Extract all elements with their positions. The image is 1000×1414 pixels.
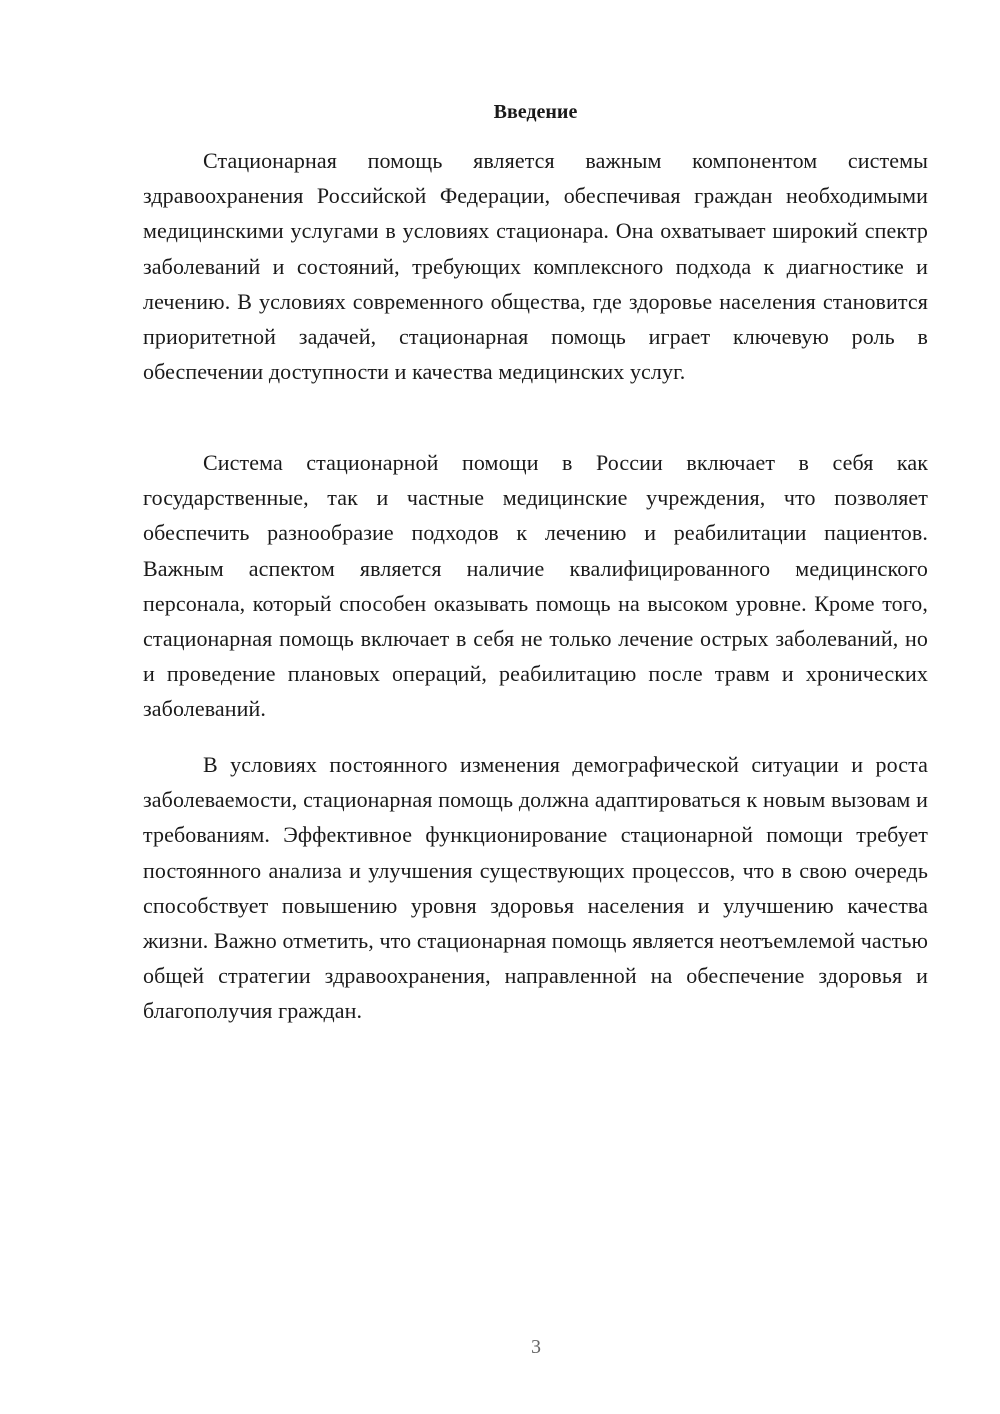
paragraph-2: Система стационарной помощи в России включает в себя как государственные, так и частные медицинские учреждения, что позволяет обеспечить разнообразие подходов к лечению и реабилитации пациентов. Важным аспектом является наличие квалифицированного медицинского персонала, который способен оказывать помощь на высоком уровне. Кроме того, стационарная помощь включает в себя не только лечение острых заболеваний, но и проведение плановых операций, реабилитацию после травм и хронических заболеваний. (143, 450, 928, 722)
paragraph-1: Стационарная помощь является важным компонентом системы здравоохранения Российской Федерации, обеспечивая граждан необходимыми медицинскими услугами в условиях стационара. Она охватывает широкий спектр заболеваний и состояний, требующих комплексного подхода к диагностике и лечению. В условиях современного общества, где здоровье населения становится приоритетной задачей, стационарная помощь играет ключевую роль в обеспечении доступности и качества медицинских услуг. (143, 148, 928, 385)
paragraph-3: В условиях постоянного изменения демографической ситуации и роста заболеваемости, стационарная помощь должна адаптироваться к новым вызовам и требованиям. Эффективное функционирование стационарной помощи требует постоянного анализа и улучшения существующих процессов, что в свою очередь способствует повышению уровня здоровья населения и улучшению качества жизни. Важно отметить, что стационарная помощь является неотъемлемой частью общей стратегии здравоохранения, направленной на обеспечение здоровья и благополучия граждан. (143, 752, 928, 1024)
page-heading: Введение (493, 101, 578, 123)
page-number: 3 (531, 1336, 541, 1358)
